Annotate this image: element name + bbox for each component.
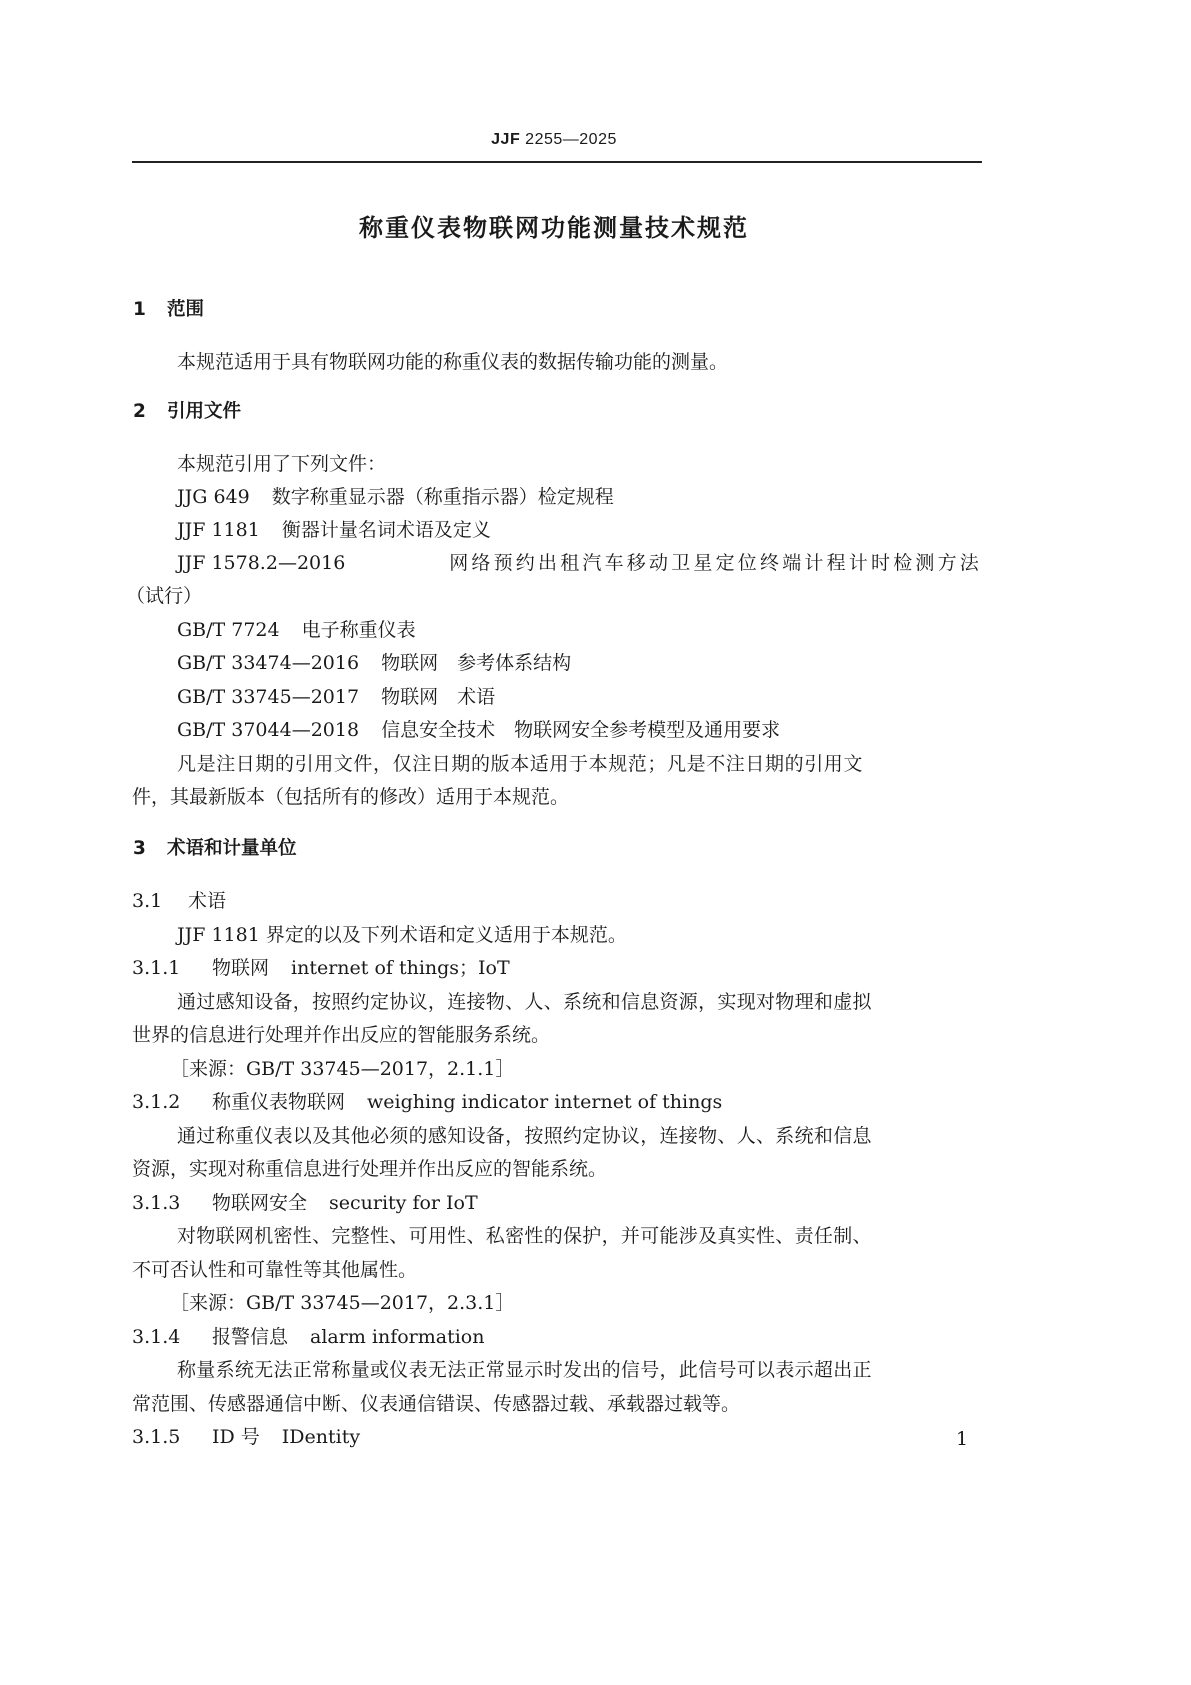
term-cn: 称重仪表物联网 (212, 1091, 346, 1113)
paragraph: JJF 1181 界定的以及下列术语和定义适用于本规范。 (177, 924, 627, 946)
section-2-heading (133, 399, 241, 425)
definition-line: 世界的信息进行处理并作出反应的智能服务系统。 (132, 1024, 551, 1046)
reference-item (177, 550, 982, 576)
paragraph: 本规范适用于具有物联网功能的称重仪表的数据传输功能的测量。 (177, 351, 729, 373)
term-cn: 物联网 (212, 957, 270, 979)
page-number: 1 (956, 1428, 969, 1450)
section-number: 2 (133, 401, 146, 422)
term-heading (132, 1089, 722, 1115)
header-prefix: JJF (491, 131, 521, 148)
reference-name: 数字称重显示器（称重指示器）检定规程 (271, 486, 614, 508)
reference-continuation: （试行） (126, 585, 203, 607)
reference-code: JJG 649 (177, 486, 250, 508)
subsection-number: 3.1 (132, 890, 163, 912)
source-note: ［来源：GB/T 33745—2017，2.3.1］ (170, 1292, 515, 1314)
subsection-heading (132, 888, 226, 914)
term-cn: 物联网安全 (212, 1192, 308, 1214)
reference-name: 信息安全技术 物联网安全参考模型及通用要求 (381, 719, 781, 741)
header-code: 2255—2025 (525, 131, 617, 148)
reference-item (177, 617, 416, 643)
term-heading (132, 955, 510, 981)
reference-code: GB/T 37044—2018 (177, 719, 360, 741)
reference-name: 衡器计量名词术语及定义 (281, 519, 491, 541)
term-number: 3.1.3 (132, 1192, 181, 1214)
section-title: 术语和计量单位 (167, 838, 297, 859)
term-heading (132, 1424, 360, 1450)
section-number: 3 (133, 838, 146, 859)
definition-line: 通过感知设备，按照约定协议，连接物、人、系统和信息资源，实现对物理和虚拟 (177, 991, 872, 1013)
reference-item (177, 717, 780, 743)
section-3-heading (133, 836, 297, 862)
term-en: alarm information (310, 1326, 485, 1348)
definition-line: 资源，实现对称重信息进行处理并作出反应的智能系统。 (132, 1158, 608, 1180)
definition-line: 常范围、传感器通信中断、仪表通信错误、传感器过载、承载器过载等。 (132, 1393, 741, 1415)
section-number: 1 (133, 299, 146, 320)
reference-item (177, 517, 491, 543)
section-title: 引用文件 (167, 401, 242, 422)
reference-item (177, 650, 571, 676)
term-heading (132, 1324, 485, 1350)
definition-line: 通过称重仪表以及其他必须的感知设备，按照约定协议，连接物、人、系统和信息 (177, 1125, 872, 1147)
reference-code: JJF 1181 (177, 519, 260, 541)
term-en: security for IoT (329, 1192, 478, 1214)
reference-item (177, 684, 495, 710)
reference-code: JJF 1578.2—2016 (177, 552, 346, 574)
term-number: 3.1.4 (132, 1326, 181, 1348)
reference-item (177, 484, 614, 510)
term-cn: 报警信息 (212, 1326, 289, 1348)
term-number: 3.1.5 (132, 1426, 181, 1448)
term-number: 3.1.2 (132, 1091, 181, 1113)
term-heading (132, 1190, 478, 1216)
paragraph-line: 件，其最新版本（包括所有的修改）适用于本规范。 (132, 786, 570, 808)
paragraph-line: 凡是注日期的引用文件，仅注日期的版本适用于本规范；凡是不注日期的引用文 (177, 753, 864, 775)
section-1-heading (133, 297, 204, 323)
term-cn: ID 号 (212, 1426, 260, 1448)
term-en: IDentity (281, 1426, 361, 1448)
running-header (0, 131, 1108, 149)
term-en: internet of things；IoT (291, 957, 510, 979)
page-title: 称重仪表物联网功能测量技术规范 (359, 214, 749, 242)
subsection-title: 术语 (188, 890, 227, 912)
reference-name: 物联网 参考体系结构 (381, 652, 572, 674)
term-number: 3.1.1 (132, 957, 181, 979)
definition-line: 称量系统无法正常称量或仪表无法正常显示时发出的信号，此信号可以表示超出正 (177, 1359, 872, 1381)
reference-code: GB/T 33474—2016 (177, 652, 360, 674)
reference-name: 电子称重仪表 (301, 619, 416, 641)
term-en: weighing indicator internet of things (367, 1091, 723, 1113)
header-rule (132, 161, 982, 163)
reference-name: 物联网 术语 (381, 686, 496, 708)
paragraph: 本规范引用了下列文件： (177, 453, 387, 475)
reference-name: 网络预约出租汽车移动卫星定位终端计程计时检测方法 (449, 552, 982, 574)
definition-line: 不可否认性和可靠性等其他属性。 (132, 1259, 418, 1281)
section-title: 范围 (167, 299, 205, 320)
reference-code: GB/T 7724 (177, 619, 280, 641)
reference-code: GB/T 33745—2017 (177, 686, 360, 708)
source-note: ［来源：GB/T 33745—2017，2.1.1］ (170, 1058, 515, 1080)
definition-line: 对物联网机密性、完整性、可用性、私密性的保护，并可能涉及真实性、责任制、 (177, 1225, 872, 1247)
